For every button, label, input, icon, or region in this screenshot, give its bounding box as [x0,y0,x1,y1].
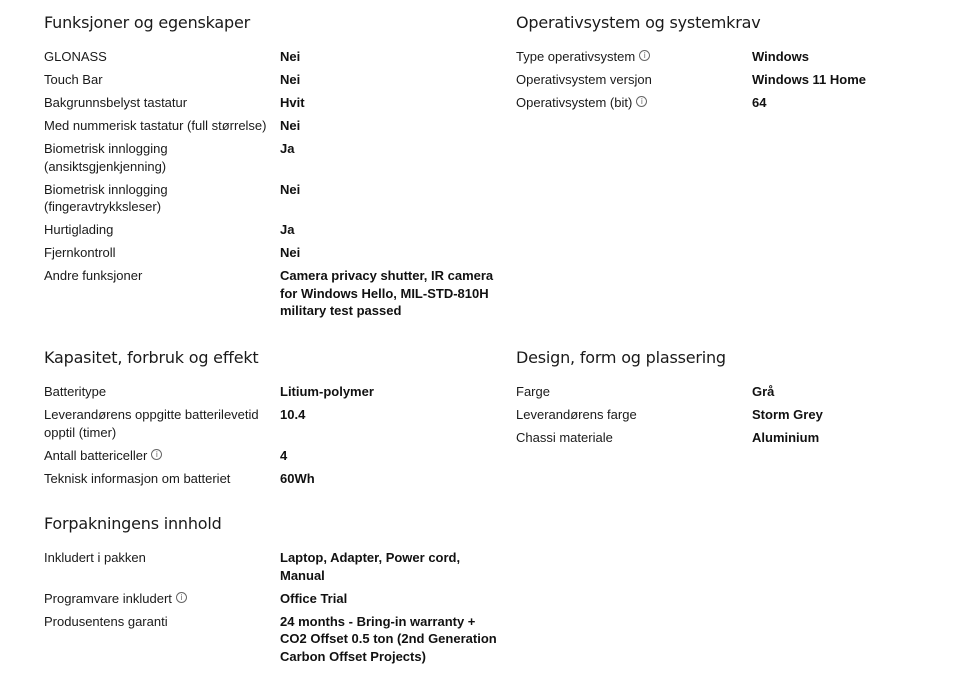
spec-value: Aluminium [752,430,820,445]
spec-rows [516,383,960,447]
spec-value: Storm Grey [752,407,823,422]
spec-label-text: Operativsystem versjon [516,72,652,87]
spec-row [44,71,504,89]
spec-label [44,267,280,320]
spec-label-text: Operativsystem (bit) [516,95,633,110]
spec-label [44,181,280,216]
spec-label [44,244,280,262]
spec-label-text: Produsentens garanti [44,613,168,629]
section-title: Design, form og plassering [516,348,726,367]
spec-label [44,48,280,66]
spec-row [44,181,504,216]
spec-label [44,447,280,465]
spec-label-text: Teknisk informasjon om batteriet [44,470,231,486]
spec-label [44,94,280,112]
spec-label [44,71,280,89]
spec-value: Ja [280,141,295,156]
spec-row [44,48,504,66]
section-package [44,514,504,671]
spec-row [516,48,960,66]
spec-label [44,406,280,441]
section-title: Kapasitet, forbruk og effekt [44,348,259,367]
section-os [516,13,960,117]
spec-row [44,613,504,666]
spec-label-text: Batteritype [44,384,107,399]
spec-value: Nei [280,49,301,64]
spec-value: Office Trial [280,590,348,606]
section-title: Forpakningens innhold [44,514,222,533]
spec-label-text: Fjernkontroll [44,245,116,260]
spec-rows [44,549,504,665]
spec-row [44,267,504,320]
spec-row [44,244,504,262]
spec-value: 4 [280,447,288,463]
spec-label-text: Farge [516,384,550,399]
spec-label [516,429,752,447]
spec-row [516,383,960,401]
spec-value: Windows 11 Home [752,72,867,87]
spec-label [516,94,752,112]
spec-row [516,94,960,112]
spec-label [516,48,752,66]
spec-label-text: Med nummerisk tastatur (full størrelse) [44,118,267,133]
spec-value: Laptop, Adapter, Power cord, Manual [280,550,461,583]
spec-label [44,470,280,488]
spec-label [44,613,280,666]
spec-label-text: Leverandørens oppgitte batterilevetid opptil (timer) [44,407,259,440]
spec-label [44,549,280,584]
spec-row [516,71,960,89]
spec-label [44,383,280,401]
spec-value: Nei [280,181,301,197]
spec-value: Nei [280,72,301,87]
spec-label [44,590,280,608]
spec-label [44,140,280,175]
spec-row [44,447,504,465]
section-features [44,13,504,325]
spec-value: 24 months - Bring-in warranty + CO2 Offset 0.5 ton (2nd Generation Carbon Offset Projects) [280,613,497,664]
spec-row [44,549,504,584]
spec-label-text: Hurtiglading [44,222,114,237]
spec-row [44,383,504,401]
spec-value: 64 [752,95,767,110]
spec-row [516,406,960,424]
spec-label-text: Type operativsystem [516,49,636,64]
spec-label-text: Programvare inkludert [44,590,172,606]
spec-value: Litium-polymer [280,384,374,399]
spec-value: Grå [752,384,775,399]
spec-label-text: Touch Bar [44,72,103,87]
spec-label-text: Chassi materiale [516,430,613,445]
spec-label-text: Leverandørens farge [516,407,637,422]
section-title: Operativsystem og systemkrav [516,13,761,32]
spec-rows [44,48,504,320]
spec-row [44,117,504,135]
spec-rows [44,383,504,487]
info-icon[interactable]: i [639,50,650,61]
spec-row [44,406,504,441]
section-capacity [44,348,504,493]
spec-value: Ja [280,222,295,237]
spec-label-text: Andre funksjoner [44,268,143,283]
spec-value: 10.4 [280,407,306,422]
spec-value: Camera privacy shutter, IR camera for Windows Hello, MIL-STD-810H military test passed [280,268,494,318]
spec-label-text: Biometrisk innlogging (fingeravtrykksleser) [44,181,168,214]
spec-value: Nei [280,245,301,260]
spec-row [44,140,504,175]
spec-label-text: Biometrisk innlogging (ansiktsgjenkjenning) [44,141,168,174]
spec-label-text: Inkludert i pakken [44,550,146,565]
spec-label-text: GLONASS [44,49,107,64]
spec-rows [516,48,960,112]
spec-label [516,71,752,89]
spec-value: Nei [280,118,301,133]
spec-row [44,221,504,239]
spec-label [44,117,280,135]
spec-label [44,221,280,239]
spec-label-text: Bakgrunnsbelyst tastatur [44,95,188,110]
info-icon[interactable]: i [636,96,647,107]
spec-value: 60Wh [280,470,315,486]
spec-label-text: Antall battericeller [44,447,148,463]
info-icon[interactable]: i [176,592,187,603]
spec-label [516,383,752,401]
spec-row [44,470,504,488]
section-title: Funksjoner og egenskaper [44,13,251,32]
info-icon[interactable]: i [151,449,162,460]
spec-label [516,406,752,424]
spec-value: Hvit [280,95,305,110]
spec-value: Windows [752,49,809,64]
spec-row [44,94,504,112]
spec-row [44,590,504,608]
section-design [516,348,960,452]
spec-row [516,429,960,447]
